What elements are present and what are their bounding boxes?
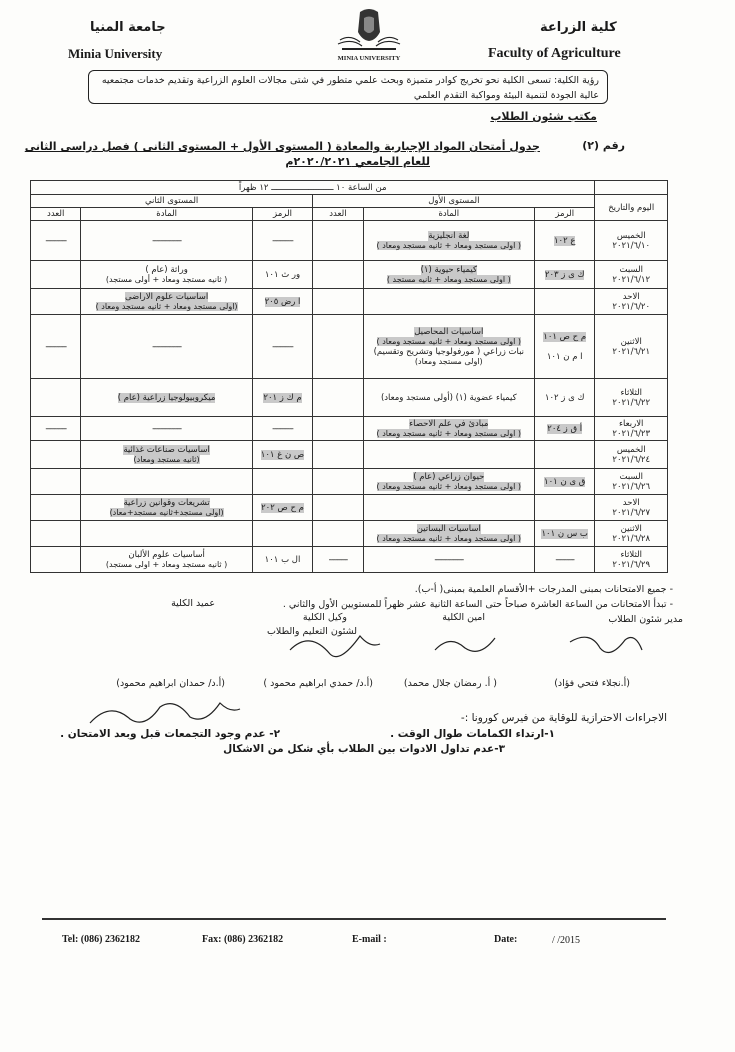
sig-name-affairs: (أ.نجلاء فتحي فؤاد)	[554, 678, 630, 689]
note-location: - جميع الامتحانات بمبنى المدرجات +الأقسام العلمية بمبنى( أ-ب).	[414, 584, 673, 595]
exam-time: من الساعة ١٠ ـــــــــــــــــــــــــ ١٢ ظهراً	[31, 181, 595, 195]
note-time: - تبدأ الامتحانات من الساعة العاشرة صباحاً حتى الساعة الثانية عشر ظهراً للمستويين الأول والثاني .	[282, 599, 673, 610]
handwritten-signatures	[270, 630, 710, 670]
schedule-title: جدول أمتحان المواد الإجبارية والمعادة ( المستوى الأول + المستوى الثانى ) فصل دراسى الثانى	[24, 140, 540, 153]
dean-signature	[80, 695, 250, 731]
table-row: الاحد ٢٠٢١/٦/٢٧ م ح ص ٢٠٢ تشريعات وقوانين زراعية (اولى مستجد+ثانيه مستجد+معاد)	[31, 495, 668, 521]
sig-title-vice-dean: وكيل الكلية	[302, 612, 347, 623]
count-header: العدد	[31, 208, 81, 221]
academic-year: للعام الجامعي ٢٠٢٠/٢٠٢١م	[285, 155, 430, 168]
subject-header: المادة	[363, 208, 534, 221]
office-label: مكتب شئون الطلاب	[490, 110, 597, 123]
footer-fax: Fax: (086) 2362182	[202, 934, 284, 945]
day-date-header: اليوم والتاريخ	[595, 195, 668, 221]
university-name-en: Minia University	[68, 46, 163, 61]
level1-header: المستوى الأول	[313, 195, 595, 208]
table-row: الاثنين ٢٠٢١/٦/٢١ م ح ص ١٠١ ا م ن ١٠١ اساسيات المحاصيل ( اولى مستجد ومعاد + ثانيه مستجد ومعاد ) نبات زراعي ( مورفولوجيا وتشريح وتقسيم) (اولى مستجد ومعاد) ---------- -------------- ----------	[31, 315, 668, 379]
level2-header: المستوى الثاني	[31, 195, 313, 208]
subject-header: المادة	[81, 208, 252, 221]
sig-title-affairs: مدير شئون الطلاب	[608, 614, 683, 625]
exam-schedule-table	[30, 180, 668, 573]
faculty-vision: رؤية الكلية: تسعى الكلية نحو تخريج كوادر متميزة وبحث علمي متطور في شتى مجالات العلوم الزراعية وتقديم خدمات مجتمعيه عالية الجودة لتنمية البيئة ومواكبة التقدم العلمي	[88, 70, 608, 104]
faculty-name-ar: كلية الزراعة	[540, 20, 617, 35]
sig-name-dean: (أ.د/ حمدان ابراهيم محمود)	[116, 678, 225, 689]
table-row: الخميس ٢٠٢١/٦/١٠ ع ١٠٢ لغة انجليزية ( اولى مستجد ومعاد + ثانيه مستجد ومعاد ) ---------- -------------- ----------	[31, 221, 668, 261]
footer-tel: Tel: (086) 2362182	[62, 934, 140, 945]
sig-name-vice-dean: (أ.د/ حمدي ابراهيم محمود )	[263, 678, 373, 689]
table-row: الثلاثاء ٢٠٢١/٦/٢٩ --------- -------------- --------- ال ب ١٠١ أساسيات علوم الألبان ( ثانيه مستجد ومعاد + اولى مستجد)	[31, 547, 668, 573]
faculty-name-en: Faculty of Agriculture	[488, 46, 621, 61]
table-row: الخميس ٢٠٢١/٦/٢٤ ص ن غ ١٠١ اساسيات صناعات غذائية (ثانيه مستجد ومعاد)	[31, 441, 668, 469]
precaution-gatherings: ٢- عدم وجود التجمعات قبل وبعد الامتحان .	[60, 728, 280, 740]
table-row: الاربعاء ٢٠٢١/٦/٢٣ أ ق ز ٢٠٤ مبادئ في علم الاحصاء ( اولى مستجد ومعاد + ثانيه مستجد ومعاد ) ---------- -------------- ----------	[31, 417, 668, 441]
table-row: السبت ٢٠٢١/٦/١٢ ك ى ز ٢٠٣ كيمياء حيوية (١) ( اولى مستجد ومعاد + ثانيه مستجد ) ور ث ١٠١ وراثة (عام ) ( ثانيه مستجد ومعاد + أولى مستجد)	[31, 261, 668, 289]
sig-title-secretary: امين الكلية	[442, 612, 485, 623]
sig-title-dean: عميد الكلية	[171, 598, 215, 609]
university-name-ar: جامعة المنيا	[90, 20, 166, 35]
code-header: الرمز	[534, 208, 594, 221]
table-row: الاحد ٢٠٢١/٦/٢٠ ا رض ٢٠٥ اساسيات علوم الاراضى (اولى مستجد ومعاد + ثانيه مستجد ومعاد )	[31, 289, 668, 315]
table-row: الثلاثاء ٢٠٢١/٦/٢٢ ك ى ز ١٠٢ كيمياء عضوية (١) (أولى مستجد ومعاد) م ك ز ٢٠١ ميكروبيولوجيا زراعية (عام )	[31, 379, 668, 417]
logo-text: MINIA UNIVERSITY	[337, 55, 401, 62]
footer-date-label: Date:	[494, 934, 518, 945]
schedule-number: رقم (٢)	[582, 139, 625, 152]
table-row: الاثنين ٢٠٢١/٦/٢٨ ب س ن ١٠١ اساسيات البساتين ( اولى مستجد ومعاد + ثانيه مستجد ومعاد )	[31, 521, 668, 547]
precautions-heading: الاجراءات الاحترازية للوقاية من فيرس كورونا :-	[460, 712, 667, 724]
footer-email: E-mail :	[352, 934, 387, 945]
footer-date-value: / /2015	[552, 935, 581, 946]
sig-title-vice-dean-2: لشئون التعليم والطلاب	[266, 626, 357, 637]
table-row: السبت ٢٠٢١/٦/٢٦ ق ى ن ١٠١ حيوان زراعي (عام ) ( اولى مستجد ومعاد + ثانيه مستجد ومعاد )	[31, 469, 668, 495]
count-header: العدد	[313, 208, 363, 221]
university-logo	[330, 6, 408, 66]
sig-name-secretary: ( أ. رمضان جلال محمد)	[403, 678, 497, 689]
code-header: الرمز	[252, 208, 312, 221]
precaution-tools: ٣-عدم تداول الادوات بين الطلاب بأي شكل من الاشكال	[223, 743, 505, 755]
precaution-masks: ١-ارتداء الكمامات طوال الوقت .	[390, 728, 555, 740]
footer-divider	[42, 918, 666, 920]
